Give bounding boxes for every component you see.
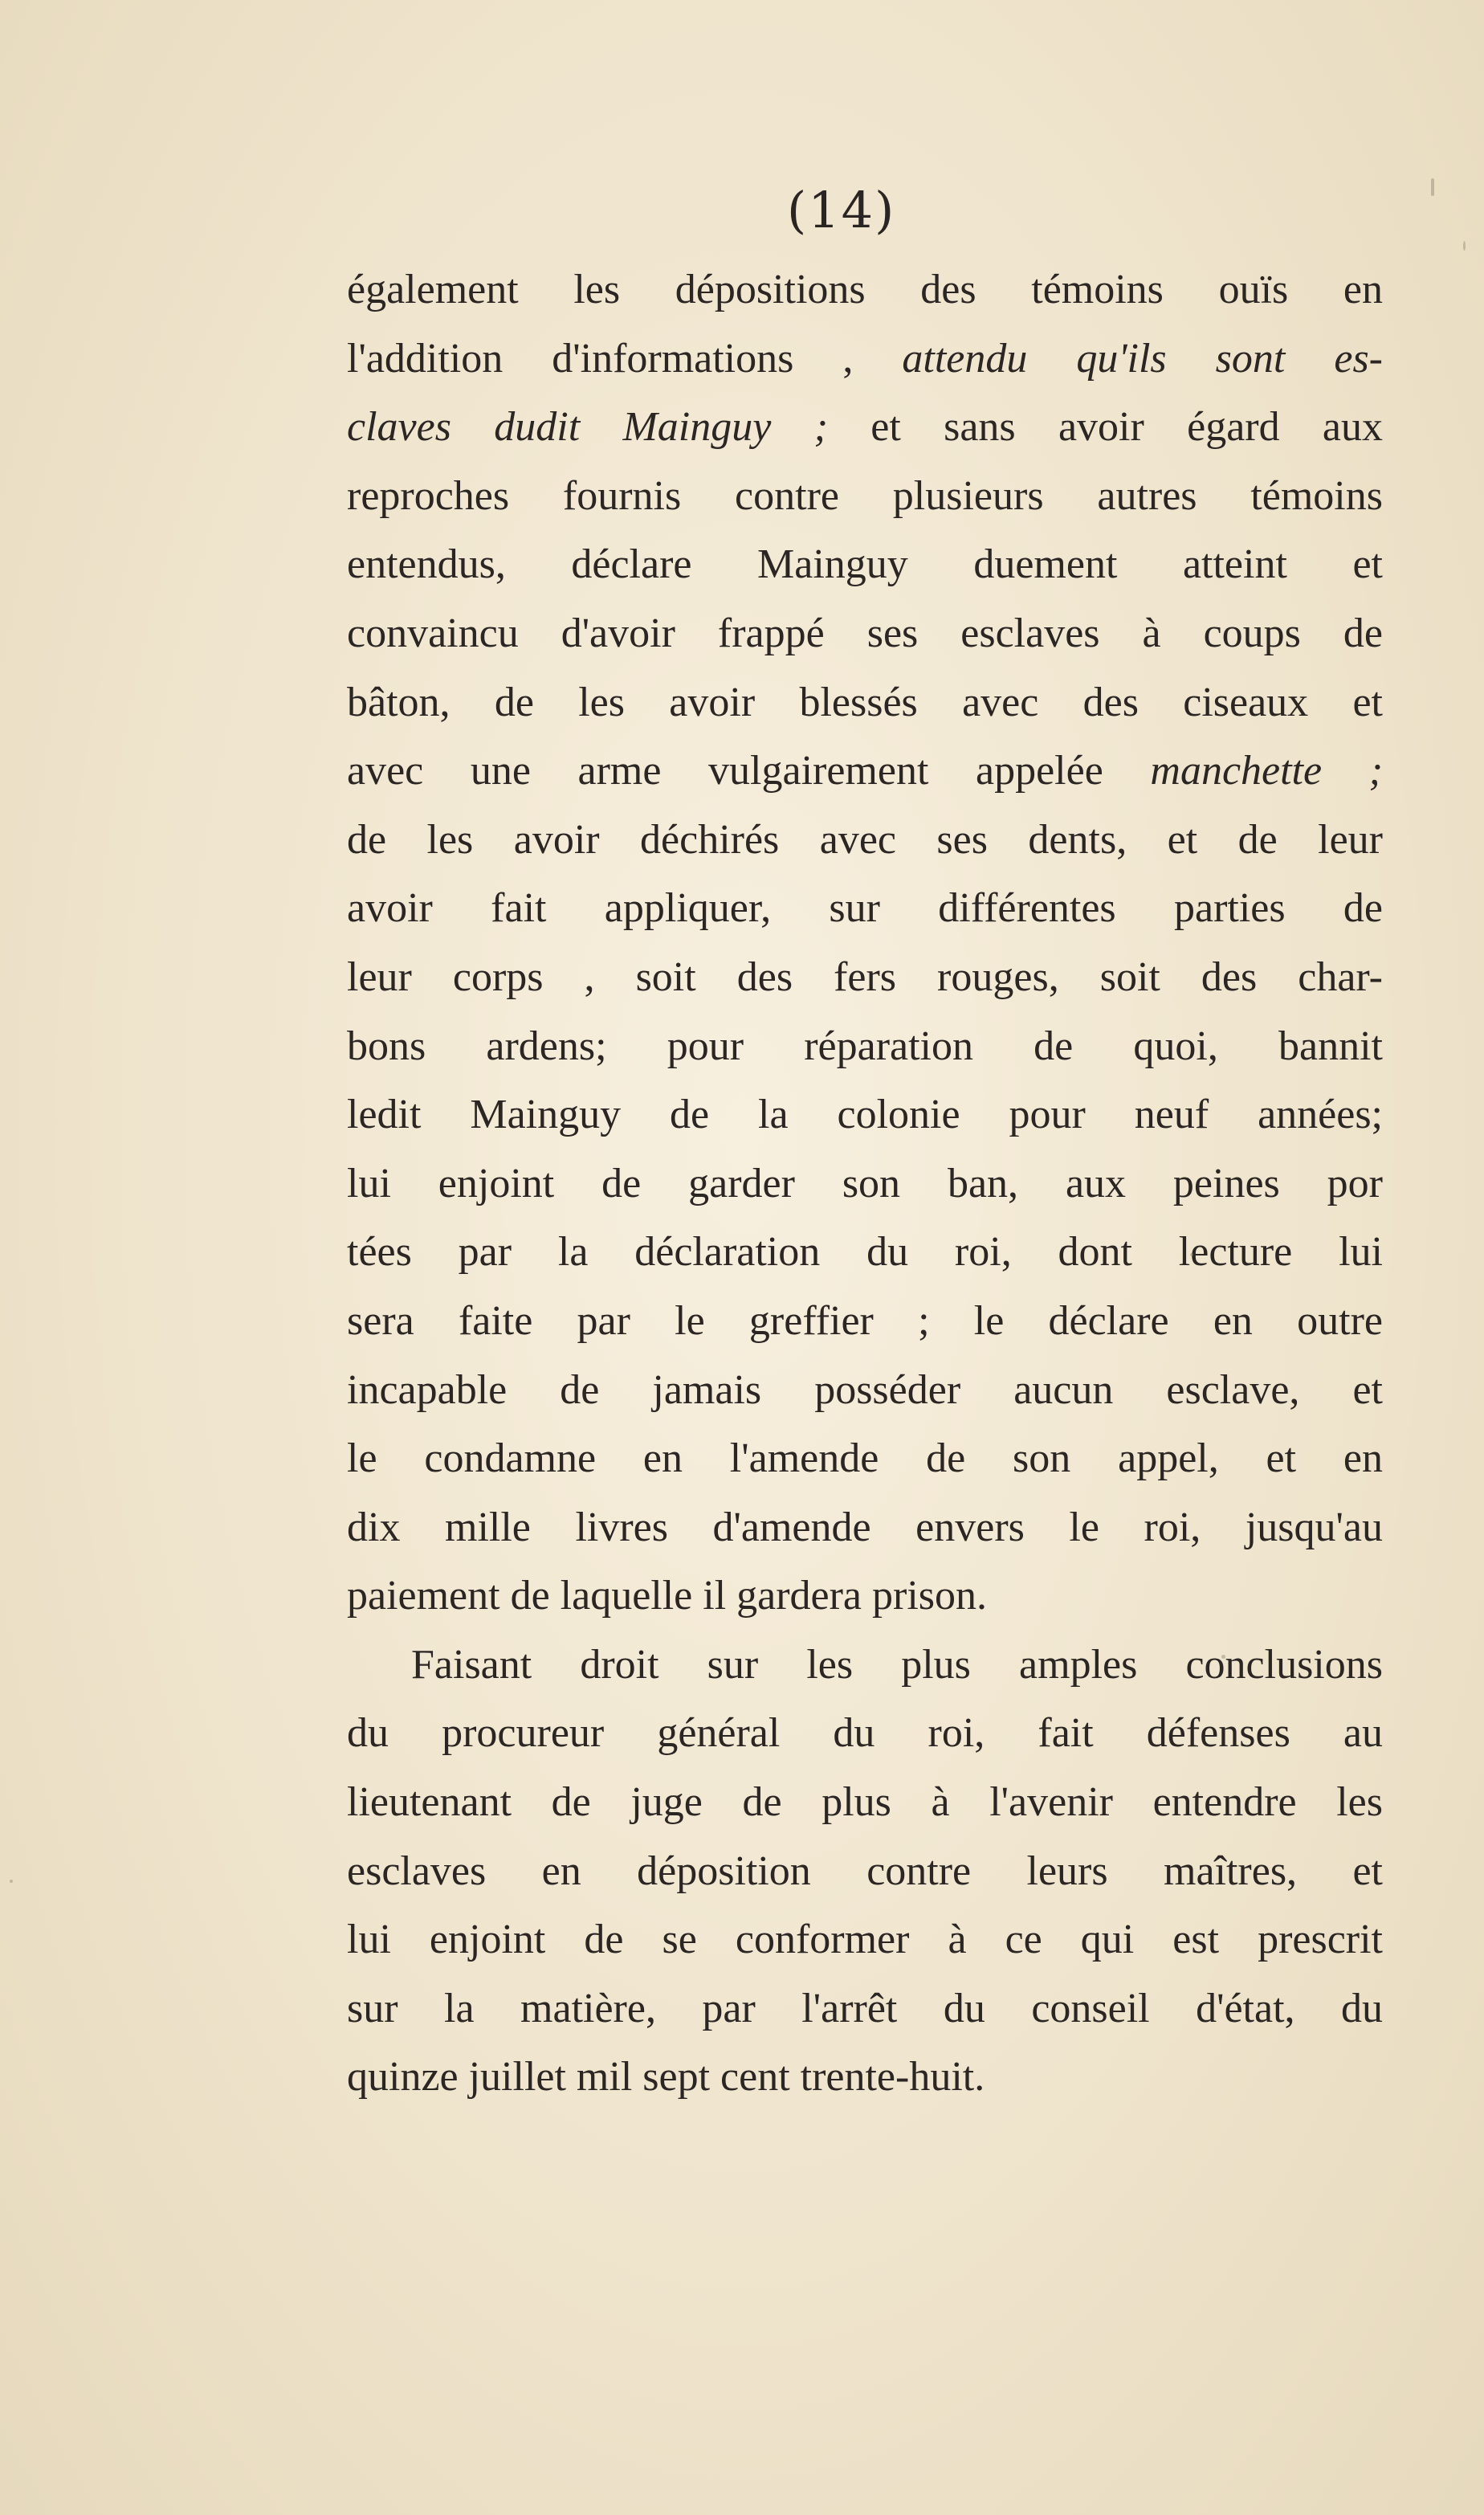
text-segment: paiement de laquelle il gardera prison. <box>347 1573 988 1619</box>
text-segment: sur la matière, par l'arrêt du conseil d'état, du <box>347 1985 1383 2031</box>
text-segment: esclaves en déposition contre leurs maîtres, et <box>347 1847 1383 1894</box>
text-line <box>347 1562 1383 1631</box>
text-line <box>347 1356 1383 1425</box>
text-segment: du procureur général du roi, fait défenses au <box>347 1710 1383 1757</box>
text-line <box>347 1424 1383 1493</box>
text-line <box>347 1287 1383 1356</box>
text-segment: reproches fournis contre plusieurs autres témoins <box>347 472 1383 519</box>
paper-speck <box>1431 178 1434 196</box>
text-segment: ledit Mainguy de la colonie pour neuf années; <box>347 1092 1383 1138</box>
italic-text-segment: claves dudit Mainguy ; <box>347 404 828 451</box>
text-segment: incapable de jamais posséder aucun esclave, et <box>347 1366 1383 1413</box>
text-segment: le condamne en l'amende de son appel, et en <box>347 1435 1383 1482</box>
text-line <box>347 737 1383 806</box>
text-segment: lieutenant de juge de plus à l'avenir entendre les <box>347 1779 1383 1826</box>
text-segment: lui enjoint de garder son ban, aux peines por <box>347 1160 1383 1206</box>
text-segment: et sans avoir égard aux <box>827 404 1383 451</box>
text-line <box>347 599 1383 668</box>
text-line <box>347 1905 1383 1974</box>
text-line <box>347 325 1383 394</box>
page-number: (14) <box>787 181 896 239</box>
text-segment: entendus, déclare Mainguy duement atteint et <box>347 541 1383 588</box>
text-segment: l'addition d'informations , <box>347 335 903 382</box>
text-line <box>347 668 1383 737</box>
text-segment: également les dépositions des témoins ouïs en <box>347 267 1383 312</box>
text-segment: bâton, de les avoir blessés avec des ciseaux et <box>347 679 1383 725</box>
text-line <box>347 1837 1383 1906</box>
italic-text-segment: manchette ; <box>1150 748 1383 794</box>
paper-speck <box>1463 241 1466 251</box>
paper-speck <box>1221 1655 1225 1659</box>
text-segment: lui enjoint de se conformer à ce qui est prescrit <box>347 1917 1383 1963</box>
text-segment: avec une arme vulgairement appelée <box>347 748 1151 794</box>
text-line <box>347 943 1383 1012</box>
text-segment: Faisant droit sur les plus amples conclusions <box>411 1641 1383 1688</box>
text-line <box>347 2043 1383 2112</box>
text-line <box>347 1493 1383 1562</box>
text-line <box>347 1631 1383 1700</box>
text-line <box>347 1080 1383 1149</box>
text-segment: avoir fait appliquer, sur différentes parties de <box>347 885 1383 932</box>
italic-text-segment: attendu qu'ils sont es- <box>902 335 1383 382</box>
text-line <box>347 1974 1383 2043</box>
text-segment: de les avoir déchirés avec ses dents, et de leur <box>347 816 1383 863</box>
text-line <box>347 1012 1383 1081</box>
text-line <box>347 255 1383 325</box>
text-line <box>347 806 1383 875</box>
text-line <box>347 1768 1383 1837</box>
text-line <box>347 874 1383 943</box>
paper-speck <box>1190 1253 1193 1256</box>
text-segment: quinze juillet mil sept cent trente-huit. <box>347 2054 985 2101</box>
text-segment: convaincu d'avoir frappé ses esclaves à coups de <box>347 610 1383 656</box>
text-segment: tées par la déclaration du roi, dont lecture lui <box>347 1229 1383 1276</box>
text-line <box>347 393 1383 462</box>
paper-speck <box>10 1880 13 1883</box>
text-segment: dix mille livres d'amende envers le roi, jusqu'au <box>347 1504 1383 1550</box>
text-line <box>347 462 1383 531</box>
text-segment: bons ardens; pour réparation de quoi, bannit <box>347 1023 1383 1069</box>
text-line <box>347 1149 1383 1219</box>
body-text <box>347 255 1383 2112</box>
text-line <box>347 530 1383 599</box>
text-line <box>347 1218 1383 1287</box>
text-line <box>347 1699 1383 1768</box>
text-segment: sera faite par le greffier ; le déclare en outre <box>347 1297 1383 1344</box>
text-segment: leur corps , soit des fers rouges, soit des char- <box>347 953 1383 1000</box>
